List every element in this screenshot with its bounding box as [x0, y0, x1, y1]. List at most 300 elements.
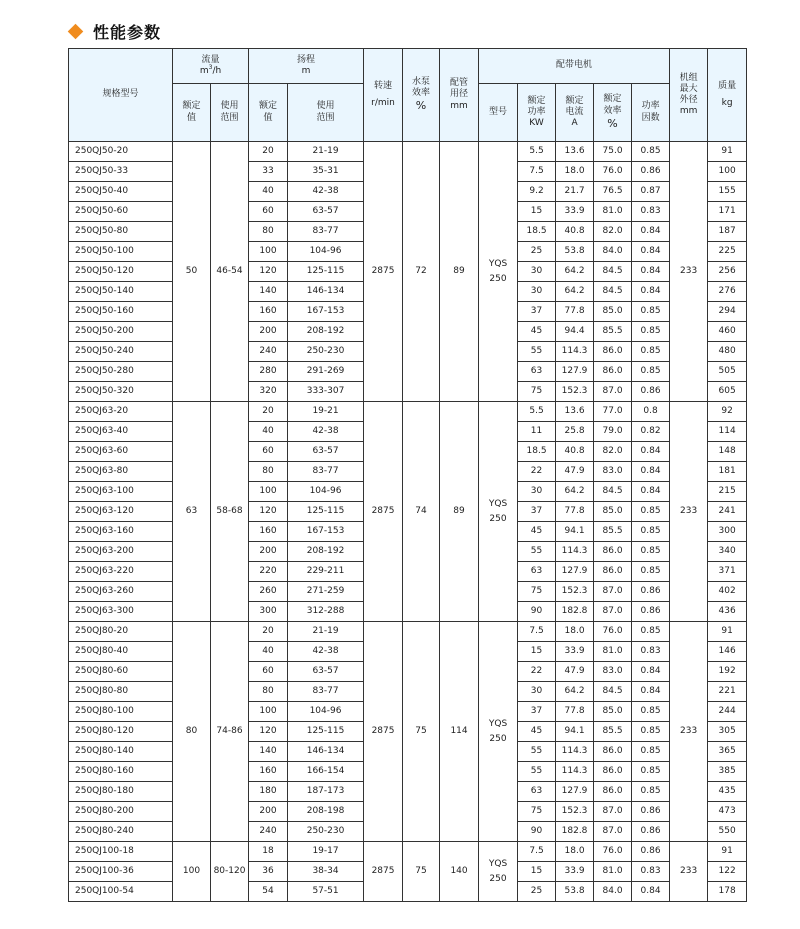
header-flow — [173, 49, 249, 84]
current-cell: 13.6 — [556, 402, 594, 422]
model-cell: 250QJ63-60 — [69, 442, 173, 462]
motor-efficiency-cell: 85.5 — [594, 722, 632, 742]
mass-cell: 256 — [708, 262, 747, 282]
mass-cell: 114 — [708, 422, 747, 442]
power-cell: 63 — [518, 562, 556, 582]
head-range-cell: 104-96 — [288, 702, 364, 722]
power-factor-cell: 0.83 — [632, 862, 670, 882]
mass-cell: 435 — [708, 782, 747, 802]
current-cell: 127.9 — [556, 562, 594, 582]
mass-cell: 225 — [708, 242, 747, 262]
model-cell: 250QJ63-220 — [69, 562, 173, 582]
model-cell: 250QJ63-80 — [69, 462, 173, 482]
power-factor-cell: 0.84 — [632, 662, 670, 682]
performance-table — [68, 48, 747, 902]
power-cell: 55 — [518, 342, 556, 362]
mass-cell: 605 — [708, 382, 747, 402]
motor-type-cell: YQS 250 — [479, 402, 518, 622]
head-rated-cell: 60 — [249, 662, 288, 682]
mass-cell: 92 — [708, 402, 747, 422]
power-cell: 45 — [518, 722, 556, 742]
head-rated-cell: 20 — [249, 142, 288, 162]
motor-type-cell: YQS 250 — [479, 842, 518, 902]
motor-efficiency-cell: 81.0 — [594, 642, 632, 662]
header-flow-unit: $m^3/h$ — [199, 64, 222, 76]
pipe-diameter-cell: 114 — [440, 622, 479, 842]
model-cell: 250QJ80-200 — [69, 802, 173, 822]
pump-efficiency-cell: 75 — [403, 842, 440, 902]
model-cell: 250QJ50-20 — [69, 142, 173, 162]
model-cell: 250QJ50-40 — [69, 182, 173, 202]
table-row — [69, 402, 747, 422]
head-range-cell: 187-173 — [288, 782, 364, 802]
header-pipe-diameter: 配管用径 mm — [440, 49, 479, 142]
power-factor-cell: 0.86 — [632, 602, 670, 622]
motor-efficiency-cell: 84.5 — [594, 282, 632, 302]
motor-efficiency-cell: 86.0 — [594, 542, 632, 562]
motor-efficiency-cell: 85.0 — [594, 702, 632, 722]
power-cell: 45 — [518, 522, 556, 542]
model-cell: 250QJ63-100 — [69, 482, 173, 502]
max-diameter-cell: 233 — [670, 842, 708, 902]
flow-rated-cell: 80 — [173, 622, 211, 842]
power-factor-cell: 0.85 — [632, 722, 670, 742]
head-range-cell: 250-230 — [288, 822, 364, 842]
current-cell: 33.9 — [556, 862, 594, 882]
head-rated-cell: 60 — [249, 442, 288, 462]
max-diameter-cell: 233 — [670, 142, 708, 402]
power-factor-cell: 0.86 — [632, 802, 670, 822]
power-cell: 63 — [518, 782, 556, 802]
head-rated-cell: 54 — [249, 882, 288, 902]
head-range-cell: 333-307 — [288, 382, 364, 402]
power-factor-cell: 0.85 — [632, 542, 670, 562]
head-range-cell: 166-154 — [288, 762, 364, 782]
power-cell: 25 — [518, 242, 556, 262]
head-rated-cell: 260 — [249, 582, 288, 602]
model-cell: 250QJ50-200 — [69, 322, 173, 342]
power-factor-cell: 0.84 — [632, 482, 670, 502]
speed-cell: 2875 — [364, 622, 403, 842]
header-head-unit: m — [301, 66, 311, 76]
mass-cell: 300 — [708, 522, 747, 542]
power-cell: 37 — [518, 502, 556, 522]
head-range-cell: 83-77 — [288, 222, 364, 242]
motor-efficiency-cell: 81.0 — [594, 202, 632, 222]
head-rated-cell: 200 — [249, 802, 288, 822]
power-factor-cell: 0.84 — [632, 222, 670, 242]
model-cell: 250QJ80-120 — [69, 722, 173, 742]
motor-efficiency-cell: 87.0 — [594, 582, 632, 602]
head-rated-cell: 300 — [249, 602, 288, 622]
mass-cell: 385 — [708, 762, 747, 782]
mass-cell: 187 — [708, 222, 747, 242]
header-flow-range: 使用范围 — [211, 84, 249, 142]
head-range-cell: 63-57 — [288, 662, 364, 682]
model-cell: 250QJ63-120 — [69, 502, 173, 522]
head-range-cell: 146-134 — [288, 742, 364, 762]
model-cell: 250QJ63-260 — [69, 582, 173, 602]
model-cell: 250QJ100-54 — [69, 882, 173, 902]
head-rated-cell: 320 — [249, 382, 288, 402]
header-flow-label: 流量 — [201, 54, 220, 65]
power-factor-cell: 0.86 — [632, 382, 670, 402]
header-power: 额定功率 KW — [518, 84, 556, 142]
mass-cell: 241 — [708, 502, 747, 522]
power-cell: 22 — [518, 462, 556, 482]
model-cell: 250QJ100-18 — [69, 842, 173, 862]
power-cell: 75 — [518, 582, 556, 602]
power-cell: 22 — [518, 662, 556, 682]
power-factor-cell: 0.85 — [632, 762, 670, 782]
head-rated-cell: 40 — [249, 642, 288, 662]
power-factor-cell: 0.85 — [632, 782, 670, 802]
power-cell: 25 — [518, 882, 556, 902]
header-head — [249, 49, 364, 84]
motor-efficiency-cell: 84.0 — [594, 882, 632, 902]
current-cell: 77.8 — [556, 702, 594, 722]
motor-efficiency-cell: 76.0 — [594, 622, 632, 642]
model-cell: 250QJ63-40 — [69, 422, 173, 442]
power-factor-cell: 0.84 — [632, 282, 670, 302]
head-range-cell: 38-34 — [288, 862, 364, 882]
power-factor-cell: 0.85 — [632, 502, 670, 522]
motor-efficiency-cell: 85.5 — [594, 522, 632, 542]
current-cell: 53.8 — [556, 882, 594, 902]
power-factor-cell: 0.84 — [632, 442, 670, 462]
power-factor-cell: 0.86 — [632, 582, 670, 602]
head-range-cell: 42-38 — [288, 182, 364, 202]
motor-type-cell: YQS 250 — [479, 622, 518, 842]
power-factor-cell: 0.84 — [632, 882, 670, 902]
mass-cell: 148 — [708, 442, 747, 462]
max-diameter-cell: 233 — [670, 402, 708, 622]
power-cell: 55 — [518, 762, 556, 782]
model-cell: 250QJ50-320 — [69, 382, 173, 402]
model-cell: 250QJ50-240 — [69, 342, 173, 362]
head-range-cell: 229-211 — [288, 562, 364, 582]
current-cell: 77.8 — [556, 502, 594, 522]
power-cell: 15 — [518, 862, 556, 882]
power-factor-cell: 0.85 — [632, 342, 670, 362]
model-cell: 250QJ80-240 — [69, 822, 173, 842]
head-rated-cell: 180 — [249, 782, 288, 802]
speed-cell: 2875 — [364, 142, 403, 402]
table-body — [69, 142, 747, 902]
motor-efficiency-cell: 86.0 — [594, 762, 632, 782]
mass-cell: 91 — [708, 842, 747, 862]
power-cell: 63 — [518, 362, 556, 382]
motor-efficiency-cell: 82.0 — [594, 442, 632, 462]
motor-efficiency-cell: 87.0 — [594, 382, 632, 402]
mass-cell: 294 — [708, 302, 747, 322]
head-rated-cell: 60 — [249, 202, 288, 222]
power-factor-cell: 0.85 — [632, 562, 670, 582]
power-cell: 5.5 — [518, 402, 556, 422]
motor-efficiency-cell: 86.0 — [594, 362, 632, 382]
head-rated-cell: 100 — [249, 242, 288, 262]
current-cell: 127.9 — [556, 362, 594, 382]
current-cell: 152.3 — [556, 382, 594, 402]
current-cell: 25.8 — [556, 422, 594, 442]
head-range-cell: 271-259 — [288, 582, 364, 602]
current-cell: 40.8 — [556, 442, 594, 462]
power-cell: 45 — [518, 322, 556, 342]
mass-cell: 221 — [708, 682, 747, 702]
head-range-cell: 208-192 — [288, 542, 364, 562]
current-cell: 152.3 — [556, 802, 594, 822]
model-cell: 250QJ50-140 — [69, 282, 173, 302]
speed-cell: 2875 — [364, 402, 403, 622]
power-factor-cell: 0.83 — [632, 642, 670, 662]
mass-cell: 244 — [708, 702, 747, 722]
current-cell: 18.0 — [556, 162, 594, 182]
motor-efficiency-cell: 87.0 — [594, 602, 632, 622]
current-cell: 64.2 — [556, 482, 594, 502]
power-factor-cell: 0.86 — [632, 162, 670, 182]
current-cell: 114.3 — [556, 542, 594, 562]
header-model: 规格型号 — [69, 49, 173, 142]
head-rated-cell: 20 — [249, 622, 288, 642]
mass-cell: 473 — [708, 802, 747, 822]
motor-efficiency-cell: 76.0 — [594, 162, 632, 182]
mass-cell: 550 — [708, 822, 747, 842]
header-pump-efficiency: 水泵效率 % — [403, 49, 440, 142]
head-range-cell: 208-192 — [288, 322, 364, 342]
current-cell: 77.8 — [556, 302, 594, 322]
current-cell: 114.3 — [556, 742, 594, 762]
current-cell: 182.8 — [556, 602, 594, 622]
motor-efficiency-cell: 79.0 — [594, 422, 632, 442]
model-cell: 250QJ80-160 — [69, 762, 173, 782]
power-factor-cell: 0.87 — [632, 182, 670, 202]
mass-cell: 340 — [708, 542, 747, 562]
model-cell: 250QJ80-60 — [69, 662, 173, 682]
power-cell: 9.2 — [518, 182, 556, 202]
head-rated-cell: 80 — [249, 222, 288, 242]
motor-efficiency-cell: 75.0 — [594, 142, 632, 162]
motor-efficiency-cell: 86.0 — [594, 742, 632, 762]
head-rated-cell: 240 — [249, 822, 288, 842]
header-motor: 配带电机 — [479, 49, 670, 84]
power-cell: 30 — [518, 482, 556, 502]
power-factor-cell: 0.85 — [632, 742, 670, 762]
motor-efficiency-cell: 86.0 — [594, 562, 632, 582]
head-rated-cell: 240 — [249, 342, 288, 362]
power-factor-cell: 0.84 — [632, 462, 670, 482]
table-row — [69, 842, 747, 862]
head-rated-cell: 100 — [249, 482, 288, 502]
motor-efficiency-cell: 86.0 — [594, 342, 632, 362]
mass-cell: 480 — [708, 342, 747, 362]
table-row — [69, 622, 747, 642]
motor-efficiency-cell: 81.0 — [594, 862, 632, 882]
flow-range-cell: 46-54 — [211, 142, 249, 402]
current-cell: 13.6 — [556, 142, 594, 162]
pipe-diameter-cell: 89 — [440, 142, 479, 402]
power-cell: 15 — [518, 202, 556, 222]
motor-efficiency-cell: 84.5 — [594, 262, 632, 282]
head-rated-cell: 220 — [249, 562, 288, 582]
pump-efficiency-cell: 74 — [403, 402, 440, 622]
power-factor-cell: 0.86 — [632, 822, 670, 842]
head-range-cell: 167-153 — [288, 522, 364, 542]
head-rated-cell: 120 — [249, 262, 288, 282]
power-cell: 5.5 — [518, 142, 556, 162]
current-cell: 64.2 — [556, 282, 594, 302]
motor-efficiency-cell: 85.0 — [594, 302, 632, 322]
mass-cell: 402 — [708, 582, 747, 602]
table-row — [69, 142, 747, 162]
power-cell: 37 — [518, 302, 556, 322]
header-max-diameter: 机组最大外径 mm — [670, 49, 708, 142]
power-cell: 55 — [518, 542, 556, 562]
model-cell: 250QJ50-280 — [69, 362, 173, 382]
pump-efficiency-cell: 72 — [403, 142, 440, 402]
power-factor-cell: 0.85 — [632, 622, 670, 642]
motor-efficiency-cell: 87.0 — [594, 802, 632, 822]
header-motor-efficiency: 额定效率 % — [594, 84, 632, 142]
head-range-cell: 104-96 — [288, 482, 364, 502]
motor-efficiency-cell: 85.0 — [594, 502, 632, 522]
power-cell: 75 — [518, 802, 556, 822]
motor-efficiency-cell: 82.0 — [594, 222, 632, 242]
motor-efficiency-cell: 84.5 — [594, 682, 632, 702]
head-range-cell: 57-51 — [288, 882, 364, 902]
power-factor-cell: 0.85 — [632, 142, 670, 162]
head-rated-cell: 160 — [249, 762, 288, 782]
flow-rated-cell: 63 — [173, 402, 211, 622]
section-header — [68, 20, 161, 42]
mass-cell: 122 — [708, 862, 747, 882]
header-motor-type: 型号 — [479, 84, 518, 142]
current-cell: 114.3 — [556, 342, 594, 362]
power-factor-cell: 0.84 — [632, 682, 670, 702]
header-head-label: 扬程 — [297, 54, 316, 65]
head-rated-cell: 80 — [249, 462, 288, 482]
head-rated-cell: 120 — [249, 502, 288, 522]
mass-cell: 91 — [708, 142, 747, 162]
head-rated-cell: 140 — [249, 742, 288, 762]
mass-cell: 215 — [708, 482, 747, 502]
power-cell: 18.5 — [518, 222, 556, 242]
head-range-cell: 83-77 — [288, 462, 364, 482]
mass-cell: 192 — [708, 662, 747, 682]
head-rated-cell: 200 — [249, 542, 288, 562]
power-factor-cell: 0.82 — [632, 422, 670, 442]
model-cell: 250QJ50-80 — [69, 222, 173, 242]
power-factor-cell: 0.85 — [632, 302, 670, 322]
pipe-diameter-cell: 89 — [440, 402, 479, 622]
motor-efficiency-cell: 77.0 — [594, 402, 632, 422]
head-range-cell: 63-57 — [288, 442, 364, 462]
motor-efficiency-cell: 76.5 — [594, 182, 632, 202]
head-rated-cell: 18 — [249, 842, 288, 862]
head-range-cell: 125-115 — [288, 722, 364, 742]
head-range-cell: 21-19 — [288, 622, 364, 642]
power-factor-cell: 0.8 — [632, 402, 670, 422]
model-cell: 250QJ50-160 — [69, 302, 173, 322]
current-cell: 114.3 — [556, 762, 594, 782]
head-range-cell: 125-115 — [288, 262, 364, 282]
head-range-cell: 63-57 — [288, 202, 364, 222]
current-cell: 64.2 — [556, 682, 594, 702]
head-range-cell: 250-230 — [288, 342, 364, 362]
power-factor-cell: 0.85 — [632, 322, 670, 342]
model-cell: 250QJ80-100 — [69, 702, 173, 722]
model-cell: 250QJ80-140 — [69, 742, 173, 762]
power-factor-cell: 0.84 — [632, 242, 670, 262]
power-cell: 11 — [518, 422, 556, 442]
head-range-cell: 42-38 — [288, 642, 364, 662]
power-cell: 90 — [518, 822, 556, 842]
model-cell: 250QJ80-20 — [69, 622, 173, 642]
head-rated-cell: 280 — [249, 362, 288, 382]
head-range-cell: 291-269 — [288, 362, 364, 382]
head-range-cell: 21-19 — [288, 142, 364, 162]
current-cell: 47.9 — [556, 662, 594, 682]
current-cell: 94.1 — [556, 722, 594, 742]
head-range-cell: 19-21 — [288, 402, 364, 422]
power-cell: 37 — [518, 702, 556, 722]
head-range-cell: 146-134 — [288, 282, 364, 302]
power-cell: 55 — [518, 742, 556, 762]
motor-efficiency-cell: 76.0 — [594, 842, 632, 862]
head-range-cell: 104-96 — [288, 242, 364, 262]
header-flow-rated: 额定值 — [173, 84, 211, 142]
motor-efficiency-cell: 83.0 — [594, 462, 632, 482]
flow-range-cell: 58-68 — [211, 402, 249, 622]
model-cell: 250QJ50-100 — [69, 242, 173, 262]
head-range-cell: 35-31 — [288, 162, 364, 182]
model-cell: 250QJ63-200 — [69, 542, 173, 562]
mass-cell: 100 — [708, 162, 747, 182]
motor-efficiency-cell: 86.0 — [594, 782, 632, 802]
current-cell: 18.0 — [556, 842, 594, 862]
head-rated-cell: 40 — [249, 182, 288, 202]
mass-cell: 146 — [708, 642, 747, 662]
model-cell: 250QJ100-36 — [69, 862, 173, 882]
head-rated-cell: 160 — [249, 522, 288, 542]
power-factor-cell: 0.85 — [632, 522, 670, 542]
head-range-cell: 19-17 — [288, 842, 364, 862]
head-range-cell: 83-77 — [288, 682, 364, 702]
pipe-diameter-cell: 140 — [440, 842, 479, 902]
current-cell: 18.0 — [556, 622, 594, 642]
model-cell: 250QJ80-180 — [69, 782, 173, 802]
current-cell: 40.8 — [556, 222, 594, 242]
power-cell: 30 — [518, 282, 556, 302]
power-cell: 7.5 — [518, 162, 556, 182]
power-factor-cell: 0.83 — [632, 202, 670, 222]
model-cell: 250QJ80-80 — [69, 682, 173, 702]
current-cell: 152.3 — [556, 582, 594, 602]
current-cell: 64.2 — [556, 262, 594, 282]
mass-cell: 155 — [708, 182, 747, 202]
mass-cell: 505 — [708, 362, 747, 382]
mass-cell: 436 — [708, 602, 747, 622]
power-factor-cell: 0.86 — [632, 842, 670, 862]
head-rated-cell: 40 — [249, 422, 288, 442]
power-cell: 15 — [518, 642, 556, 662]
flow-range-cell: 80-120 — [211, 842, 249, 902]
model-cell: 250QJ80-40 — [69, 642, 173, 662]
motor-efficiency-cell: 85.5 — [594, 322, 632, 342]
current-cell: 33.9 — [556, 202, 594, 222]
head-range-cell: 42-38 — [288, 422, 364, 442]
head-rated-cell: 33 — [249, 162, 288, 182]
power-cell: 30 — [518, 682, 556, 702]
